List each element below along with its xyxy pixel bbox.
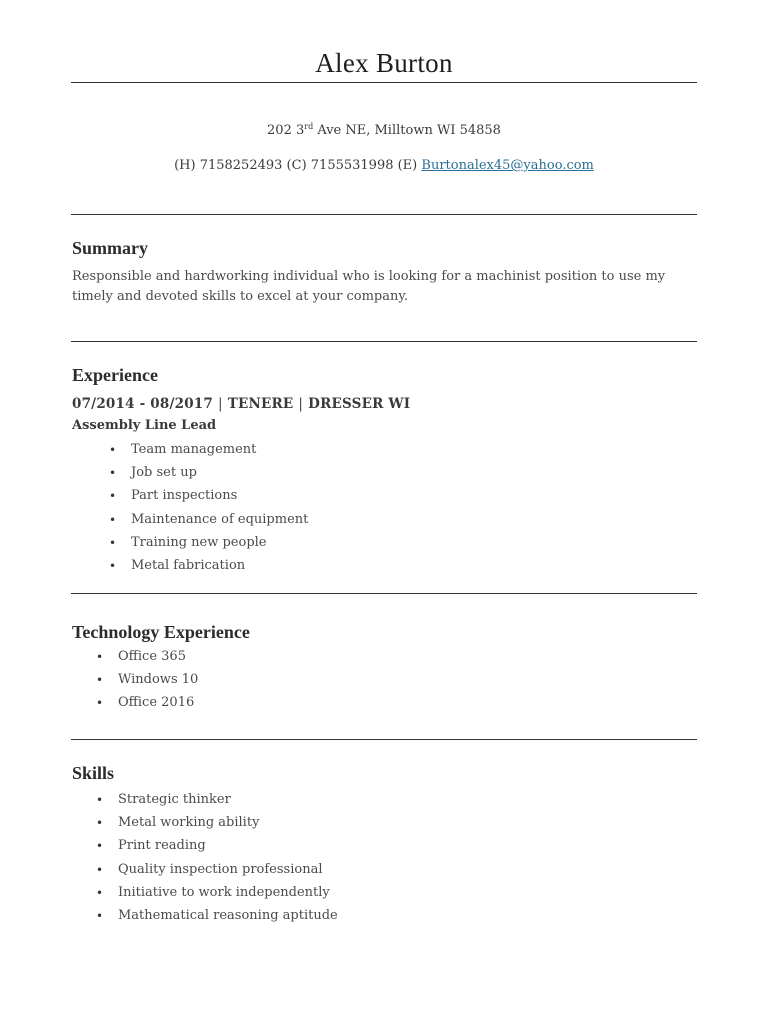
bullet-icon: •: [96, 816, 104, 831]
divider: [71, 739, 697, 740]
bullet-icon: •: [96, 885, 104, 900]
list-item: • Mathematical reasoning aptitude: [96, 907, 338, 923]
list-item: • Office 2016: [96, 695, 195, 711]
bullet-icon: •: [109, 443, 117, 457]
job-location: DRESSER WI: [308, 396, 411, 412]
bullet-icon: •: [109, 466, 117, 481]
divider: [71, 214, 697, 215]
job-dates: 07/2014 - 08/2017: [72, 396, 213, 412]
list-item: • Quality inspection professional: [96, 861, 323, 877]
bullet-icon: •: [96, 793, 104, 807]
address-line: [0, 122, 768, 138]
address-superscript: rd: [304, 122, 314, 131]
technology-heading: Technology Experience: [72, 622, 250, 642]
separator: |: [298, 396, 304, 412]
technology-list: [96, 649, 199, 719]
list-item: • Metal working ability: [96, 815, 260, 831]
bullet-icon: •: [109, 512, 117, 527]
skills-list: [96, 792, 338, 931]
bullet-icon: •: [96, 862, 104, 877]
list-item: • Initiative to work independently: [96, 884, 330, 900]
contact-line: [0, 158, 768, 173]
list-item: • Windows 10: [96, 672, 199, 688]
list-item: • Print reading: [96, 838, 206, 854]
job-company: TENERE: [227, 396, 294, 412]
bullet-icon: •: [96, 673, 104, 688]
list-item: • Strategic thinker: [96, 792, 231, 807]
list-item: • Office 365: [96, 649, 186, 664]
address-number: 202 3: [267, 123, 305, 138]
list-item: • Metal fabrication: [109, 557, 246, 573]
phone-numbers: (H) 7158252493 (C) 7155531998 (E): [174, 158, 422, 173]
list-item: • Job set up: [109, 465, 197, 481]
separator: |: [217, 396, 223, 412]
duties-list: [109, 442, 309, 581]
bullet-icon: •: [109, 489, 117, 504]
divider: [71, 82, 697, 83]
bullet-icon: •: [96, 650, 104, 664]
list-item: • Team management: [109, 442, 257, 457]
bullet-icon: •: [96, 908, 104, 923]
candidate-name: Alex Burton: [315, 48, 453, 78]
bullet-icon: •: [109, 535, 117, 550]
bullet-icon: •: [96, 839, 104, 854]
bullet-icon: •: [96, 696, 104, 711]
list-item: • Part inspections: [109, 488, 238, 504]
address-rest: Ave NE, Milltown WI 54858: [313, 123, 501, 138]
summary-heading: Summary: [72, 238, 148, 258]
divider: [71, 593, 697, 594]
list-item: • Maintenance of equipment: [109, 511, 309, 527]
skills-heading: Skills: [72, 763, 115, 783]
email-link[interactable]: Burtonalex45@yahoo.com: [421, 158, 594, 173]
job-header: [72, 396, 410, 412]
summary-text: Responsible and hardworking individual who is looking for a machinist position to use my timely and devoted skills to excel at your company.: [72, 269, 666, 304]
bullet-icon: •: [109, 558, 117, 573]
experience-heading: Experience: [72, 365, 158, 385]
list-item: • Training new people: [109, 534, 267, 550]
job-role: Assembly Line Lead: [72, 418, 217, 433]
divider: [71, 341, 697, 342]
